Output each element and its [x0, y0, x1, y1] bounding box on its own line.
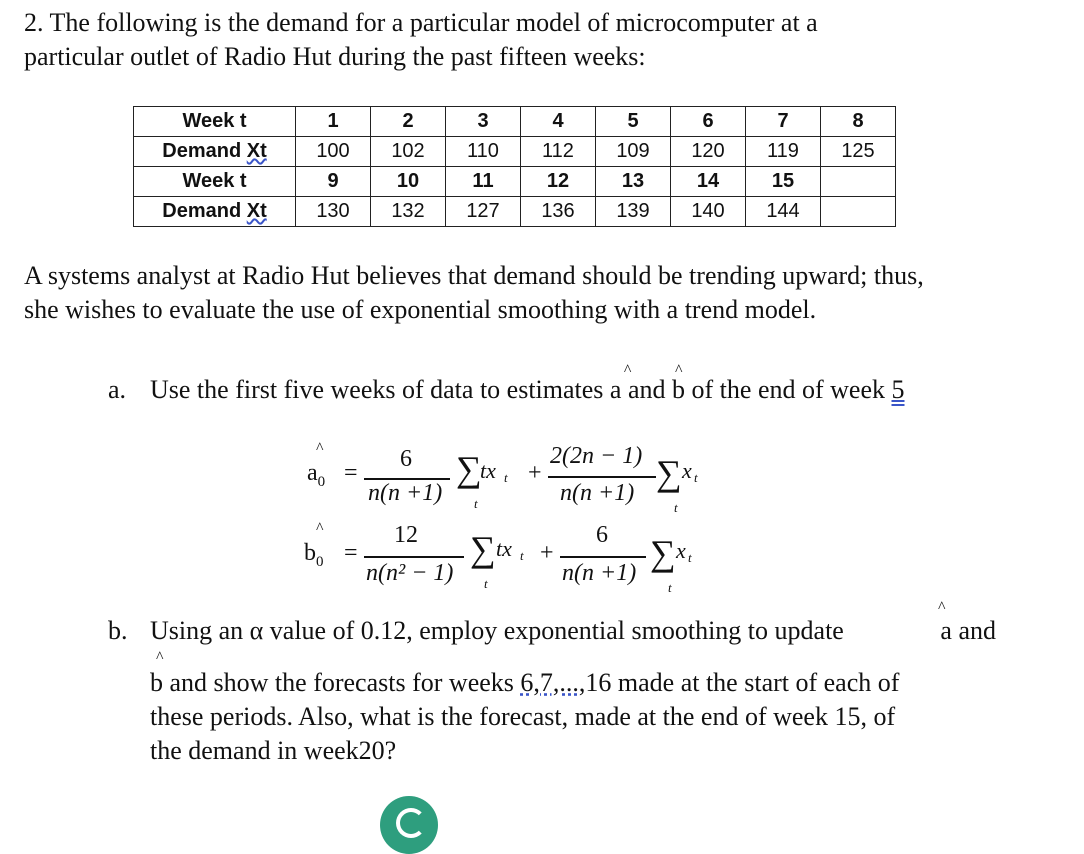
- sum-term: x: [676, 538, 686, 563]
- b0-frac1-den: n(n² − 1): [366, 560, 454, 586]
- a0-frac2-den: n(n +1): [560, 480, 635, 506]
- sum-index: t: [668, 580, 672, 595]
- fraction-bar: [364, 556, 464, 558]
- demand-cell: 100: [296, 137, 371, 167]
- demand-cell: 119: [746, 137, 821, 167]
- part-b-b-hat: ^: [156, 649, 164, 666]
- fraction-bar: [560, 556, 646, 558]
- demand-cell: 136: [521, 197, 596, 227]
- part-b-line-2: b and show the forecasts for weeks 6,7,...,16 made at the start of each of: [150, 668, 900, 697]
- fraction-bar: [548, 476, 656, 478]
- part-b-a-hat: ^: [938, 599, 946, 616]
- sum-term: tx: [496, 536, 512, 561]
- demand-cell: 112: [521, 137, 596, 167]
- sum-index: t: [674, 500, 678, 515]
- week-cell: 15: [746, 167, 821, 197]
- part-b-line-4: the demand in week20?: [150, 736, 397, 765]
- c-logo-icon: [396, 808, 426, 838]
- demand-cell: 127: [446, 197, 521, 227]
- b0-frac2-num: 6: [596, 522, 608, 548]
- part-a-text: Use the first five weeks of data to estimates ^ a and ^ b of the end of week 5: [150, 362, 905, 404]
- week-cell: 7: [746, 107, 821, 137]
- b0-hat: ^: [316, 520, 324, 537]
- week-cell: 4: [521, 107, 596, 137]
- demand-cell: 144: [746, 197, 821, 227]
- sum-term: tx: [480, 458, 496, 483]
- sum-icon: ∑: [456, 449, 482, 489]
- part-a-label: a.: [108, 375, 127, 404]
- subscript: t: [694, 470, 698, 485]
- week-cell: 2: [371, 107, 446, 137]
- a-hat-var: ^ a: [609, 362, 632, 404]
- intro-line-2: she wishes to evaluate the use of exponential smoothing with a trend model.: [24, 295, 817, 324]
- plus-sign: +: [540, 540, 554, 566]
- demand-cell: 139: [596, 197, 671, 227]
- a0-symbol: $a_0$: [307, 460, 326, 490]
- subscript: t: [520, 548, 524, 563]
- week-cell: 9: [296, 167, 371, 197]
- week-cell: 14: [671, 167, 746, 197]
- demand-cell: 132: [371, 197, 446, 227]
- week-cell: 5: [596, 107, 671, 137]
- week-cell: 12: [521, 167, 596, 197]
- sum-icon: ∑: [470, 529, 496, 569]
- week-cell: 1: [296, 107, 371, 137]
- demand-cell: 102: [371, 137, 446, 167]
- demand-cell: 140: [671, 197, 746, 227]
- week-cell: 13: [596, 167, 671, 197]
- question-line-1: 2. The following is the demand for a particular model of microcomputer at a: [24, 8, 818, 37]
- week-cell: 8: [821, 107, 896, 137]
- part-b-line-3: these periods. Also, what is the forecast, made at the end of week 15, of: [150, 702, 896, 731]
- a0-equals: =: [344, 460, 358, 486]
- part-b-label: b.: [108, 616, 128, 645]
- subscript: t: [504, 470, 508, 485]
- a0-frac2-num: 2(2n − 1): [550, 443, 643, 469]
- week-label-cell: Week t: [134, 167, 296, 197]
- week-label-cell: Week t: [134, 107, 296, 137]
- week-cell: 3: [446, 107, 521, 137]
- plus-sign: +: [528, 460, 542, 486]
- demand-label-cell: Demand Xt: [134, 197, 296, 227]
- a0-hat: ^: [316, 440, 324, 457]
- week-cell: 11: [446, 167, 521, 197]
- part-b-text: [150, 614, 996, 768]
- demand-cell: 110: [446, 137, 521, 167]
- b0-frac1-num: 12: [394, 522, 418, 548]
- b0-symbol: $b_0$: [304, 540, 324, 570]
- sum-icon: ∑: [650, 533, 676, 573]
- week-cell: 6: [671, 107, 746, 137]
- sum-index: t: [474, 496, 478, 511]
- b0-frac2-den: n(n +1): [562, 560, 637, 586]
- demand-cell: 130: [296, 197, 371, 227]
- demand-cell: 109: [596, 137, 671, 167]
- part-b-line-1: Using an α value of 0.12, employ exponential smoothing to update a and: [150, 616, 996, 645]
- demand-cell: 120: [671, 137, 746, 167]
- sum-term: x: [682, 458, 692, 483]
- a0-frac1-den: n(n +1): [368, 480, 443, 506]
- b-hat-var: ^ b: [672, 362, 686, 404]
- assistant-badge-icon[interactable]: [380, 796, 438, 854]
- b0-equals: =: [344, 540, 358, 566]
- question-line-2: particular outlet of Radio Hut during the past fifteen weeks:: [24, 42, 646, 71]
- week-cell: 10: [371, 167, 446, 197]
- sum-icon: ∑: [656, 453, 682, 493]
- demand-cell: 125: [821, 137, 896, 167]
- a0-frac1-num: 6: [400, 446, 412, 472]
- intro-line-1: A systems analyst at Radio Hut believes that demand should be trending upward; thus,: [24, 261, 924, 290]
- sum-index: t: [484, 576, 488, 591]
- demand-label-cell: Demand Xt: [134, 137, 296, 167]
- subscript: t: [688, 550, 692, 565]
